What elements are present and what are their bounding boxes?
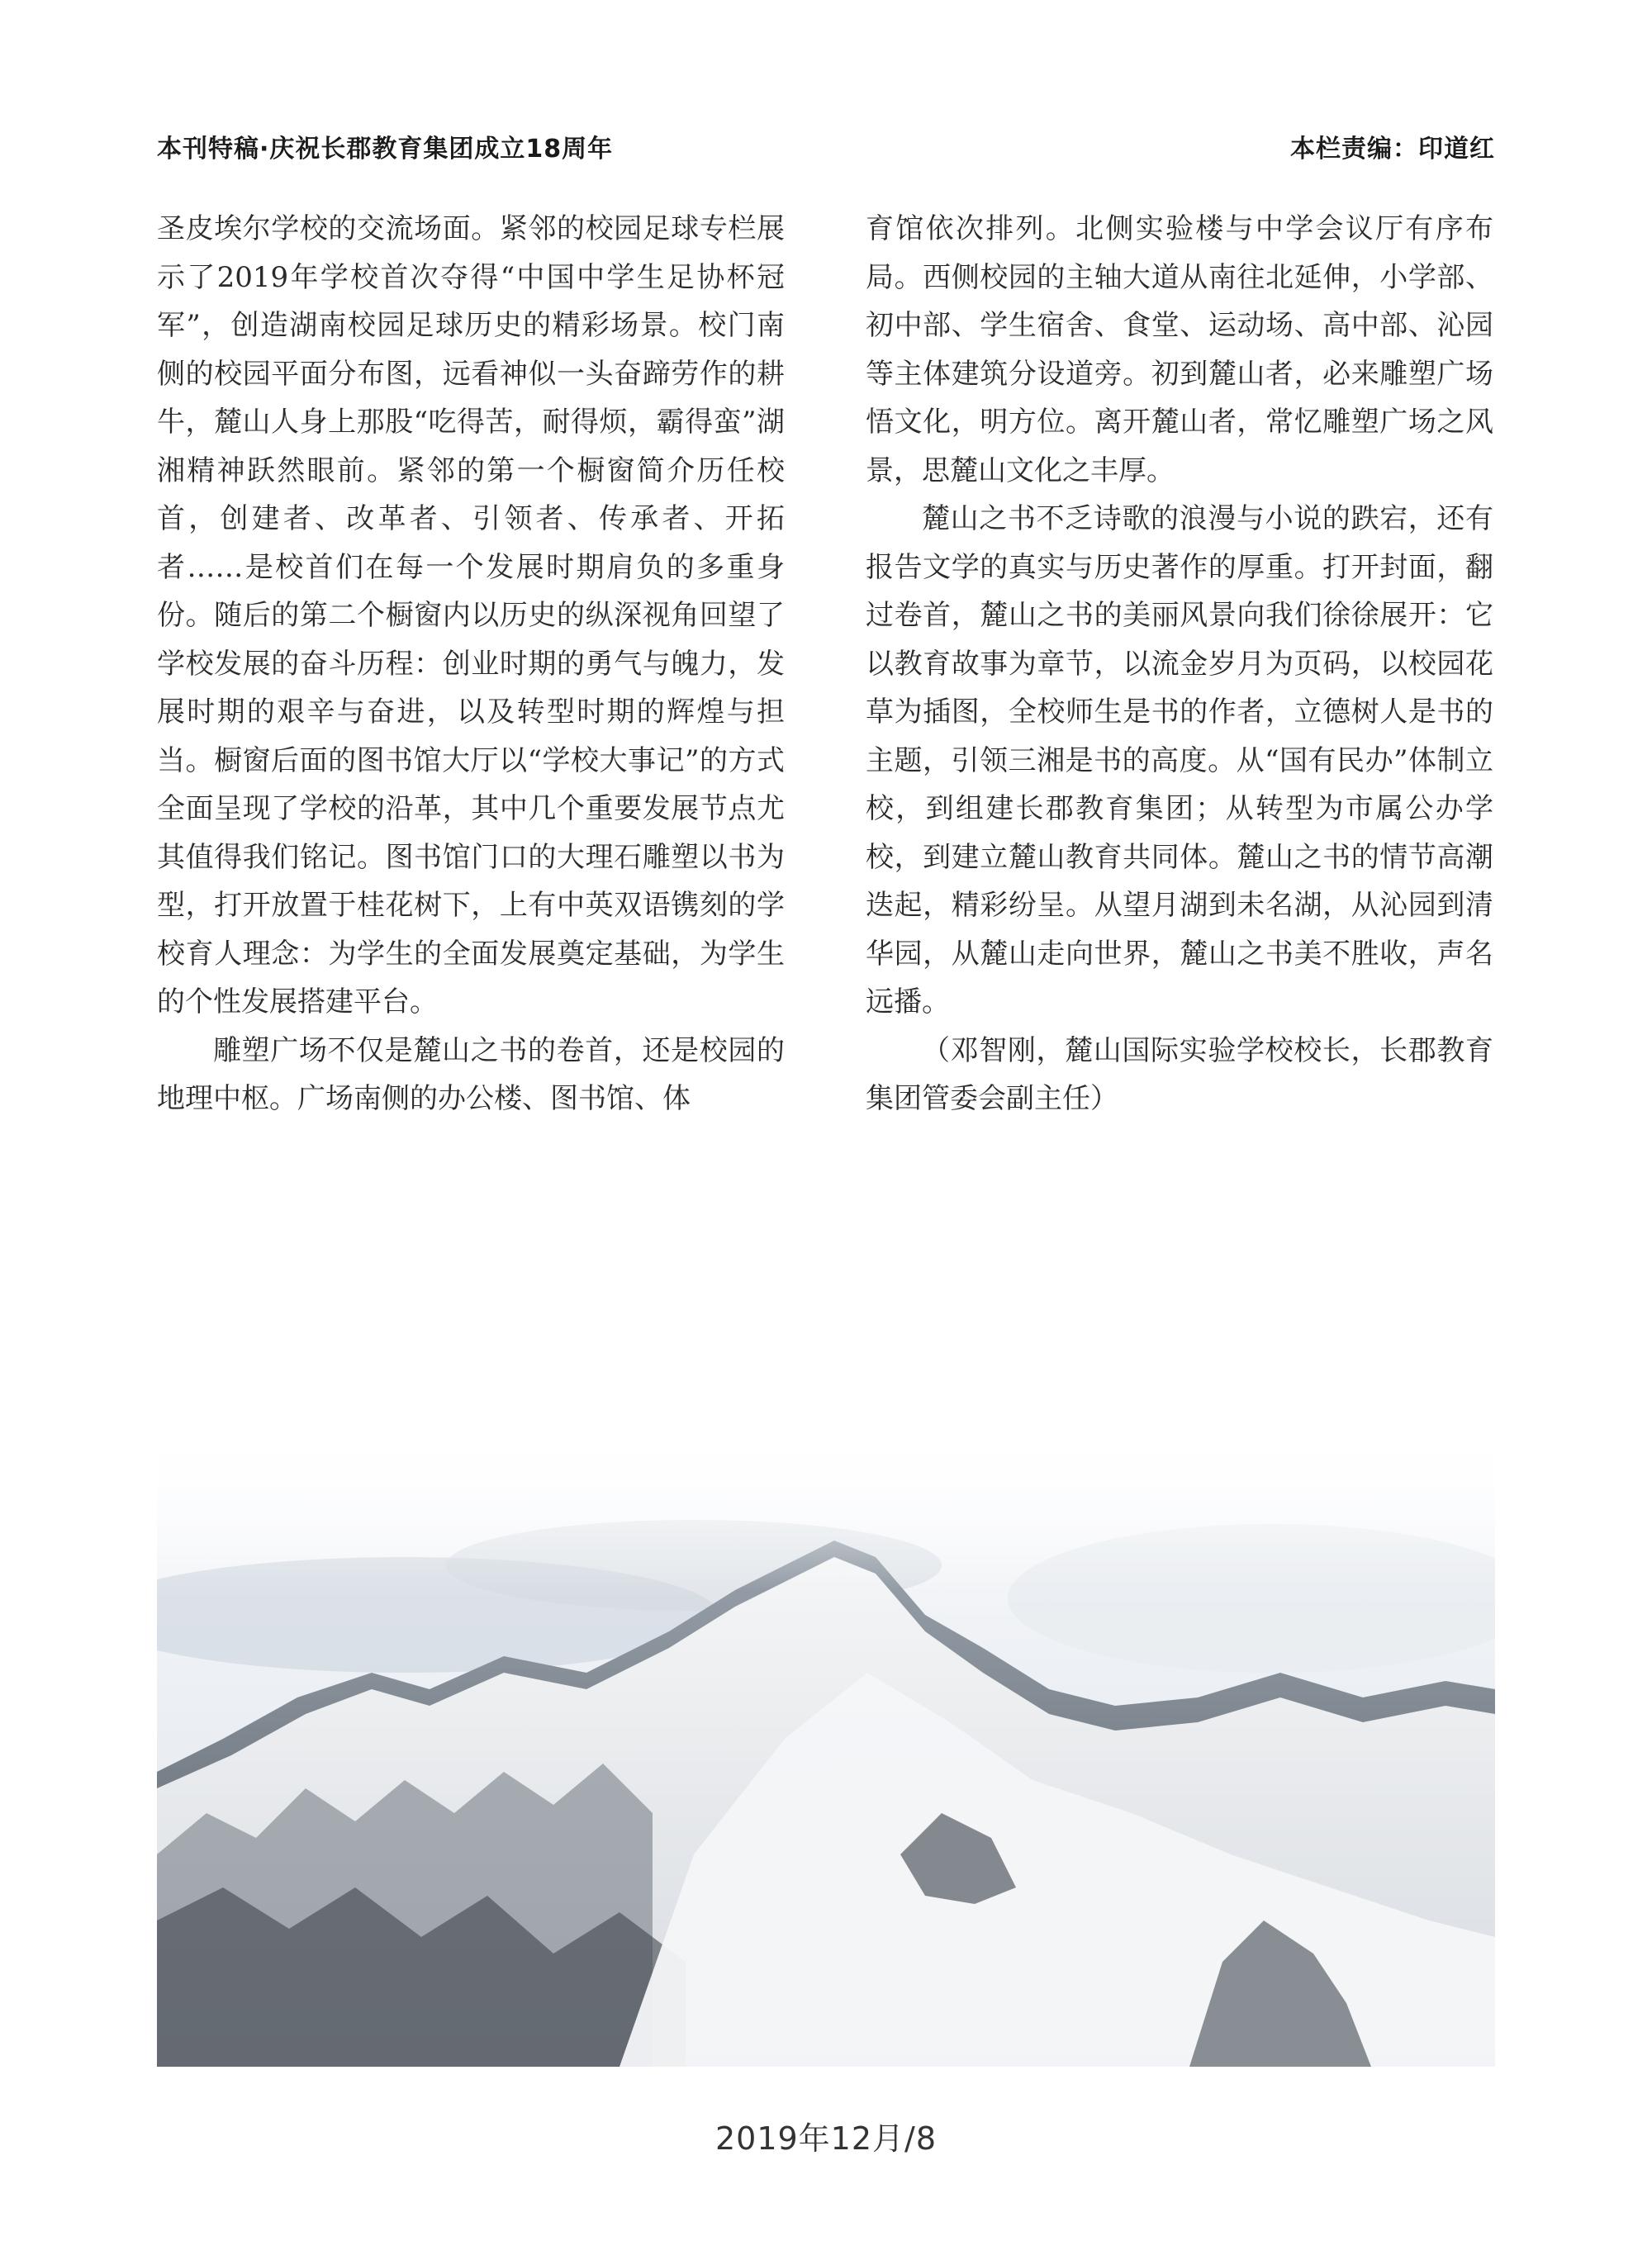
running-header-title: 本刊特稿·庆祝长郡教育集团成立18周年 — [157, 135, 614, 164]
article-column-left — [157, 205, 785, 1123]
running-header-editor: 本栏责编：印道红 — [1290, 135, 1495, 164]
snow-mountain-photo — [157, 1425, 1495, 2067]
paragraph: 育馆依次排列。北侧实验楼与中学会议厅有序布局。西侧校园的主轴大道从南往北延伸，小学部、初中部、学生宿舍、食堂、运动场、高中部、沁园等主体建筑分设道旁。初到麓山者，必来雕塑广场悟文化，明方位。离开麓山者，常忆雕塑广场之风景，思麓山文化之丰厚。 — [866, 212, 1493, 487]
author-note: （邓智刚，麓山国际实验学校校长，长郡教育集团管委会副主任） — [866, 1033, 1493, 1115]
article-column-right — [866, 205, 1493, 1123]
page-footer: 2019年12月/8 — [714, 2120, 938, 2157]
paragraph: 麓山之书不乏诗歌的浪漫与小说的跌宕，还有报告文学的真实与历史著作的厚重。打开封面，翻过卷首，麓山之书的美丽风景向我们徐徐展开：它以教育故事为章节，以流金岁月为页码，以校园花草为插图，全校师生是书的作者，立德树人是书的主题，引领三湘是书的高度。从“国有民办”体制立校，到组建长郡教育集团；从转型为市属公办学校，到建立麓山教育共同体。麓山之书的情节高潮迭起，精彩纷呈。从望月湖到未名湖，从沁园到清华园，从麓山走向世界，麓山之书美不胜收，声名远播。 — [866, 502, 1493, 1018]
paragraph: 圣皮埃尔学校的交流场面。紧邻的校园足球专栏展示了2019年学校首次夺得“中国中学生足协杯冠军”，创造湖南校园足球历史的精彩场景。校门南侧的校园平面分布图，远看神似一头奋蹄劳作的耕牛，麓山人身上那股“吃得苦，耐得烦，霸得蛮”湖湘精神跃然眼前。紧邻的第一个橱窗简介历任校首，创建者、改革者、引领者、传承者、开拓者……是校首们在每一个发展时期肩负的多重身份。随后的第二个橱窗内以历史的纵深视角回望了学校发展的奋斗历程：创业时期的勇气与魄力，发展时期的艰辛与奋进，以及转型时期的辉煌与担当。橱窗后面的图书馆大厅以“学校大事记”的方式全面呈现了学校的沿革，其中几个重要发展节点尤其值得我们铭记。图书馆门口的大理石雕塑以书为型，打开放置于桂花树下，上有中英双语镌刻的学校育人理念：为学生的全面发展奠定基础，为学生的个性发展搭建平台。 — [157, 212, 785, 1018]
paragraph: 雕塑广场不仅是麓山之书的卷首，还是校园的地理中枢。广场南侧的办公楼、图书馆、体 — [157, 1033, 785, 1115]
